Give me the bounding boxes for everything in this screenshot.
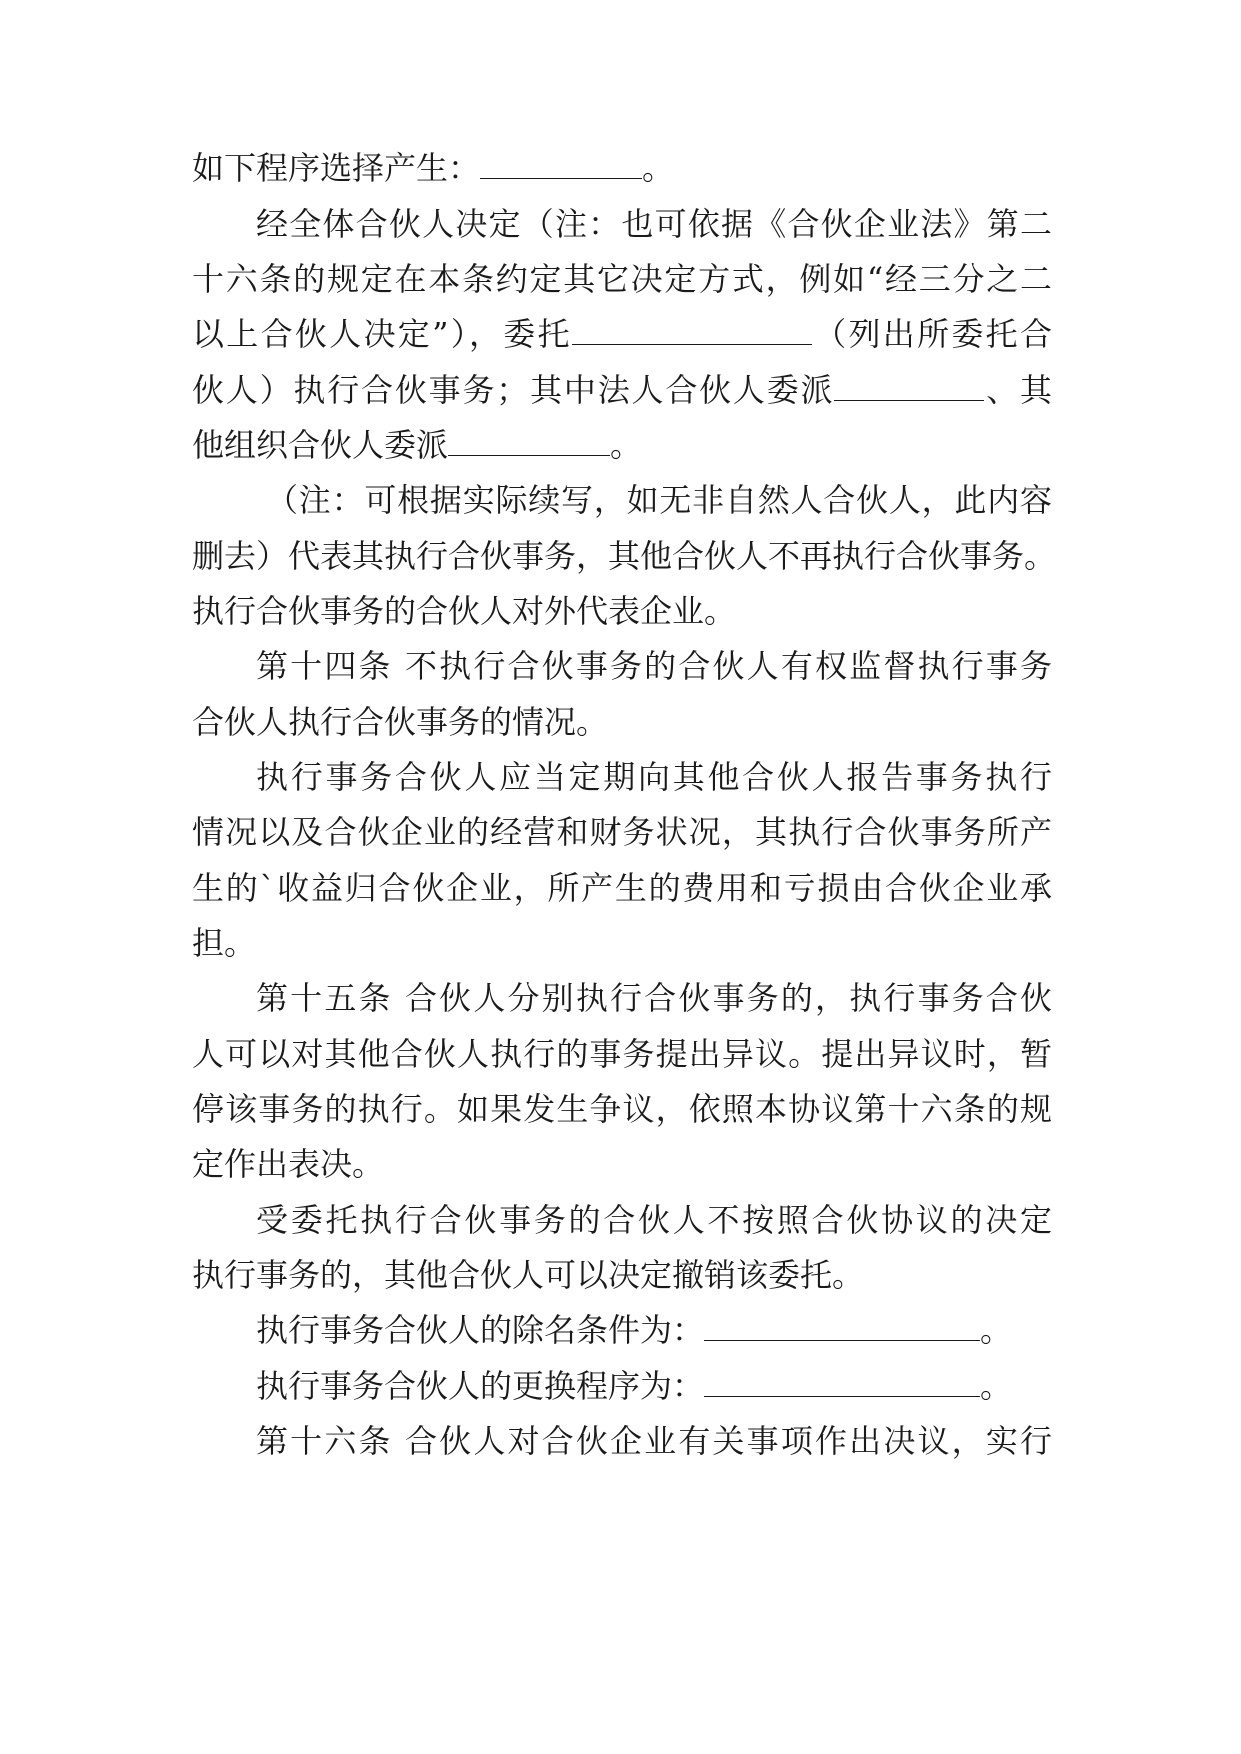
text-line: 情况以及合伙企业的经营和财务状况，其执行合伙事务所产 <box>192 813 1052 851</box>
section-heading-line: 第十五条 合伙人分别执行合伙事务的，执行事务合伙 <box>256 979 1052 1017</box>
section-heading-line: 第十六条 合伙人对合伙企业有关事项作出决议，实行 <box>256 1422 1052 1460</box>
text-line: 定作出表决。 <box>192 1145 385 1183</box>
fill-in-blank <box>480 150 642 179</box>
text-line: 受委托执行合伙事务的合伙人不按照合伙协议的决定 <box>256 1201 1052 1239</box>
text-line: 以上合伙人决定”），委托 （列出所委托合 <box>192 315 1052 353</box>
text-line: 停该事务的执行。如果发生争议，依照本协议第十六条的规 <box>192 1090 1052 1128</box>
fill-in-blank <box>704 1368 980 1397</box>
text-line: 生的`收益归合伙企业，所产生的费用和亏损由合伙企业承 <box>192 869 1052 907</box>
text-line: 删去）代表其执行合伙事务，其他合伙人不再执行合伙事务。 <box>192 537 1057 575</box>
text-line: 合伙人执行合伙事务的情况。 <box>192 703 609 741</box>
fill-in-blank <box>834 372 984 401</box>
text-line: 执行事务的，其他合伙人可以决定撤销该委托。 <box>192 1256 865 1294</box>
text-line: 执行合伙事务的合伙人对外代表企业。 <box>192 592 737 630</box>
text-line: 他组织合伙人委派 。 <box>192 426 643 464</box>
text-line: 十六条的规定在本条约定其它决定方式，例如“经三分之二 <box>192 260 1052 298</box>
fill-in-blank <box>704 1312 980 1341</box>
fill-in-blank <box>448 427 610 456</box>
text-line: 人可以对其他合伙人执行的事务提出异议。提出异议时，暂 <box>192 1035 1052 1073</box>
text-line: 如下程序选择产生： 。 <box>192 149 675 187</box>
section-heading-line: 第十四条 不执行合伙事务的合伙人有权监督执行事务 <box>256 647 1052 685</box>
fill-in-blank <box>572 316 812 345</box>
text-line: （注：可根据实际续写，如无非自然人合伙人，此内容 <box>266 481 1052 519</box>
text-line: 执行事务合伙人的更换程序为： 。 <box>256 1367 1013 1405</box>
text-line: 执行事务合伙人的除名条件为： 。 <box>256 1311 1013 1349</box>
text-line: 经全体合伙人决定（注：也可依据《合伙企业法》第二 <box>256 205 1052 243</box>
text-line: 执行事务合伙人应当定期向其他合伙人报告事务执行 <box>256 758 1052 796</box>
text-line: 伙人）执行合伙事务；其中法人合伙人委派 、其 <box>192 371 1052 409</box>
text-line: 担。 <box>192 924 257 962</box>
